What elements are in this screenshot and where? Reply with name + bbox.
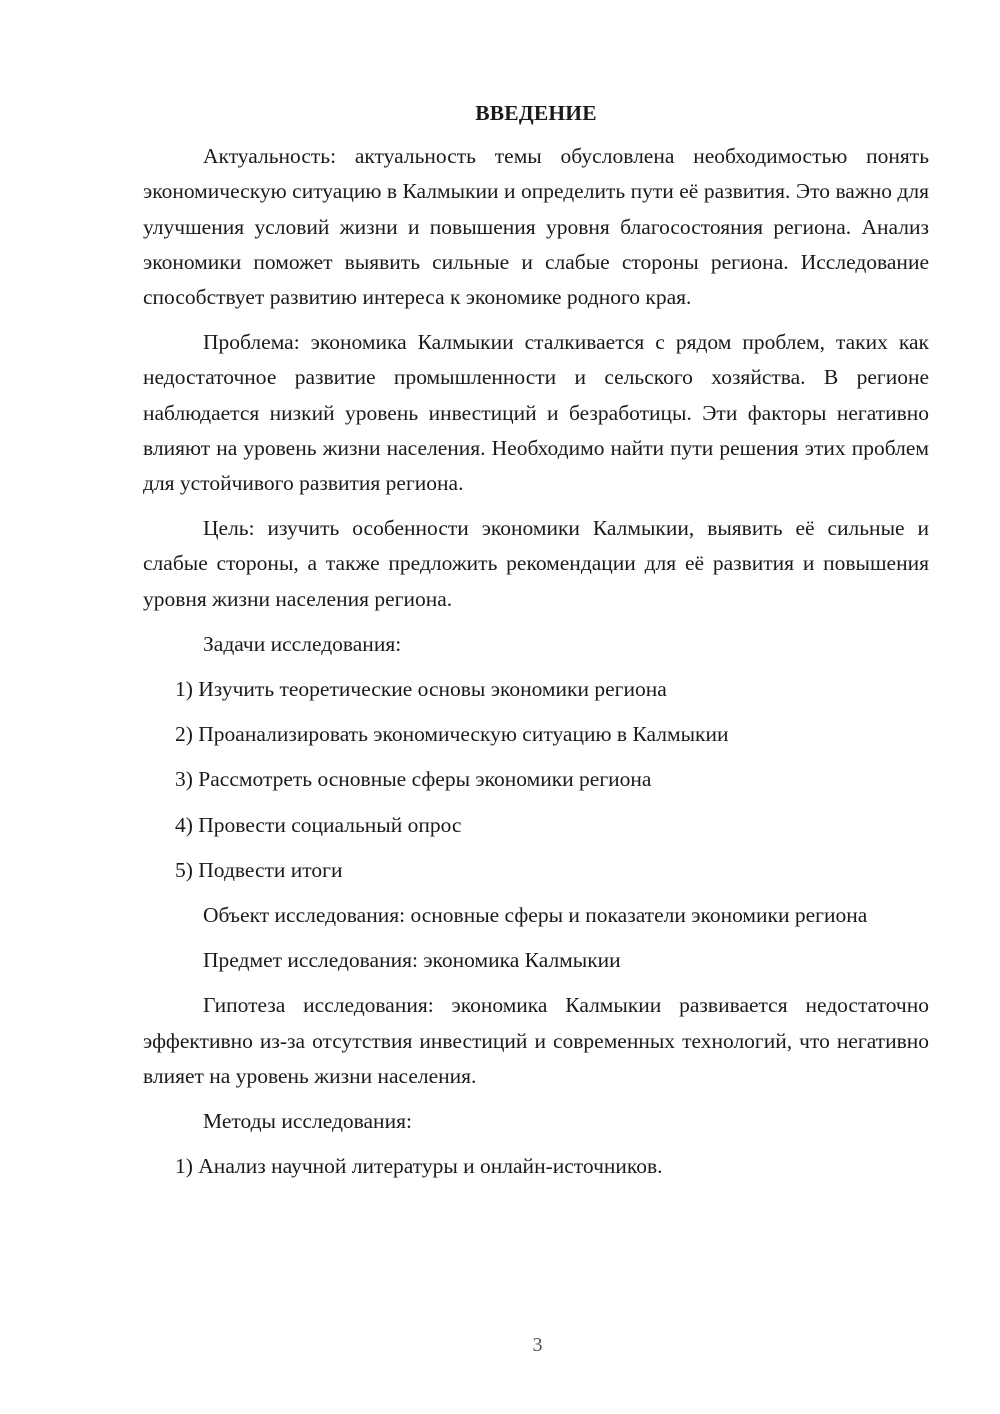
goal-paragraph: Цель: изучить особенности экономики Калмыкии, выявить её сильные и слабые стороны, а также предложить рекомендации для её развития и повышения уровня жизни населения региона. [143,516,929,611]
tasks-heading: Задачи исследования: [203,631,402,656]
page-content [143,96,929,1194]
methods-heading: Методы исследования: [203,1109,412,1134]
task-item-4: 4) Провести социальный опрос [175,812,462,837]
task-item-5: 5) Подвести итоги [175,857,343,882]
problem-paragraph: Проблема: экономика Калмыкии сталкивается с рядом проблем, таких как недостаточное развитие промышленности и сельского хозяйства. В регионе наблюдается низкий уровень инвестиций и безработицы. Эти факторы негативно влияют на уровень жизни населения. Необходимо найти пути решения этих проблем для устойчивого развития региона. [143,330,929,496]
page-title: ВВЕДЕНИЕ [475,101,597,125]
method-item-1: 1) Анализ научной литературы и онлайн-источников. [175,1154,663,1179]
subject-paragraph: Предмет исследования: экономика Калмыкии [203,948,621,973]
relevance-paragraph: Актуальность: актуальность темы обусловлена необходимостью понять экономическую ситуацию в Калмыкии и определить пути её развития. Это важно для улучшения условий жизни и повышения уровня благосостояния региона. Анализ экономики поможет выявить сильные и слабые стороны региона. Исследование способствует развитию интереса к экономике родного края. [143,144,929,310]
task-item-2: 2) Проанализировать экономическую ситуацию в Калмыкии [175,722,729,747]
object-paragraph: Объект исследования: основные сферы и показатели экономики региона [203,903,868,928]
hypothesis-paragraph: Гипотеза исследования: экономика Калмыкии развивается недостаточно эффективно из-за отсутствия инвестиций и современных технологий, что негативно влияет на уровень жизни населения. [143,993,929,1088]
task-item-1: 1) Изучить теоретические основы экономики региона [175,677,667,702]
page-number: 3 [532,1334,543,1356]
task-item-3: 3) Рассмотреть основные сферы экономики региона [175,767,652,792]
